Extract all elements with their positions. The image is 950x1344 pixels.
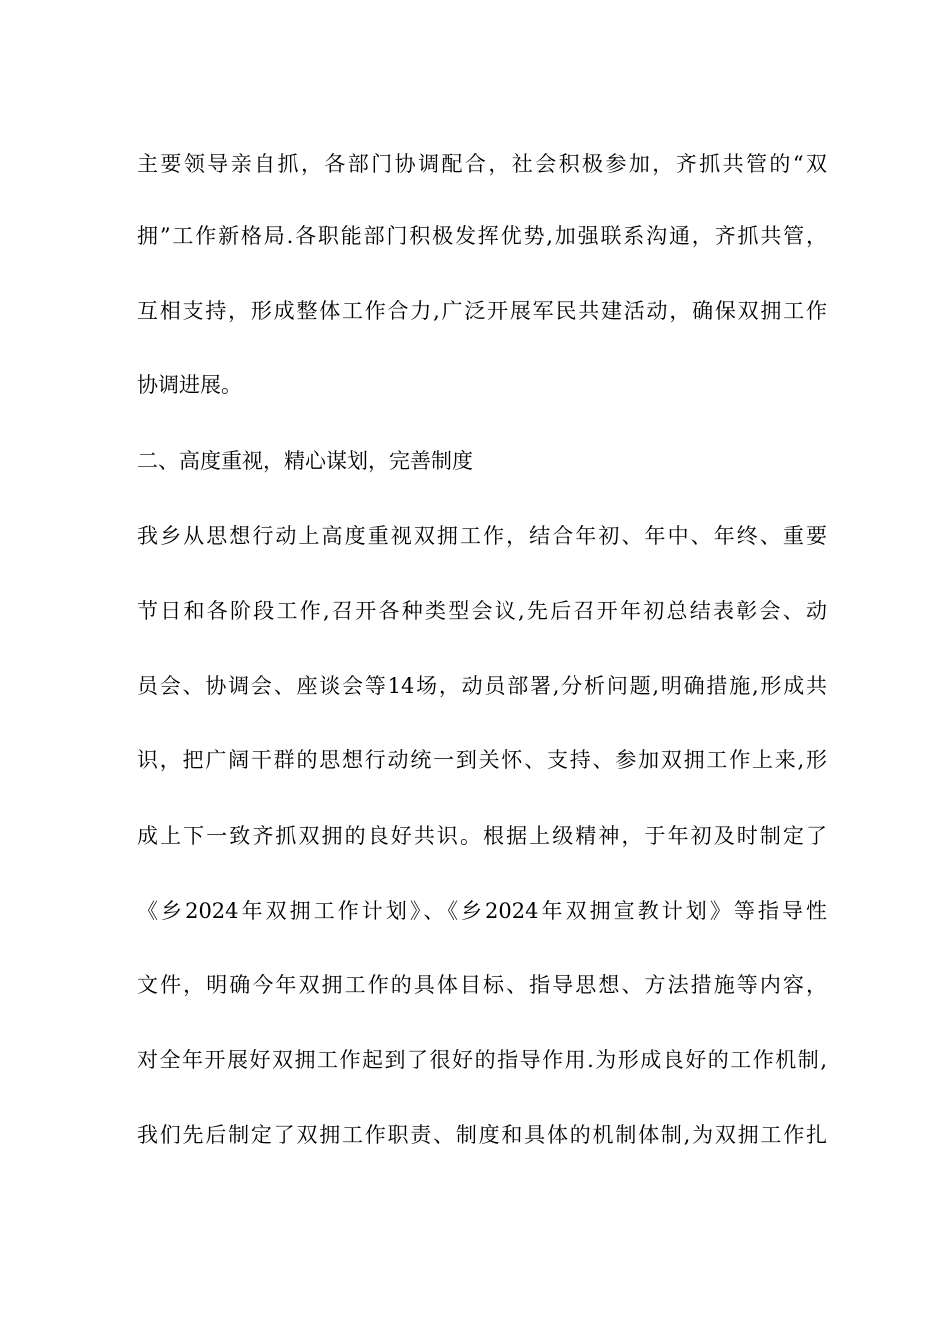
body-text-line: 成上下一致齐抓双拥的良好共识。根据上级精神，于年初及时制定了 [137,824,827,848]
body-text-line: 协调进展。 [137,373,242,397]
body-text-line: 《乡2024年双拥工作计划》、《乡2024年双拥宣教计划》等指导性 [137,899,827,923]
body-text-line: 主要领导亲自抓，各部门协调配合，社会积极参加，齐抓共管的“双 [137,152,827,176]
body-text-line: 文件，明确今年双拥工作的具体目标、指导思想、方法措施等内容， [137,973,827,997]
body-text-line: 拥”工作新格局.各职能部门积极发挥优势,加强联系沟通，齐抓共管， [137,224,827,248]
section-heading: 二、高度重视，精心谋划，完善制度 [137,449,473,473]
body-text-line: 识，把广阔干群的思想行动统一到关怀、支持、参加双拥工作上来,形 [137,748,827,772]
body-text-line: 员会、协调会、座谈会等14场，动员部署,分析问题,明确措施,形成共 [137,674,827,698]
body-text-line: 对全年开展好双拥工作起到了很好的指导作用.为形成良好的工作机制, [137,1048,827,1072]
body-text-line: 我乡从思想行动上高度重视双拥工作，结合年初、年中、年终、重要 [137,524,827,548]
body-text-line: 我们先后制定了双拥工作职责、制度和具体的机制体制,为双拥工作扎 [137,1123,827,1147]
body-text-line: 互相支持，形成整体工作合力,广泛开展军民共建活动，确保双拥工作 [137,299,827,323]
body-text-line: 节日和各阶段工作,召开各种类型会议,先后召开年初总结表彰会、动 [137,599,827,623]
